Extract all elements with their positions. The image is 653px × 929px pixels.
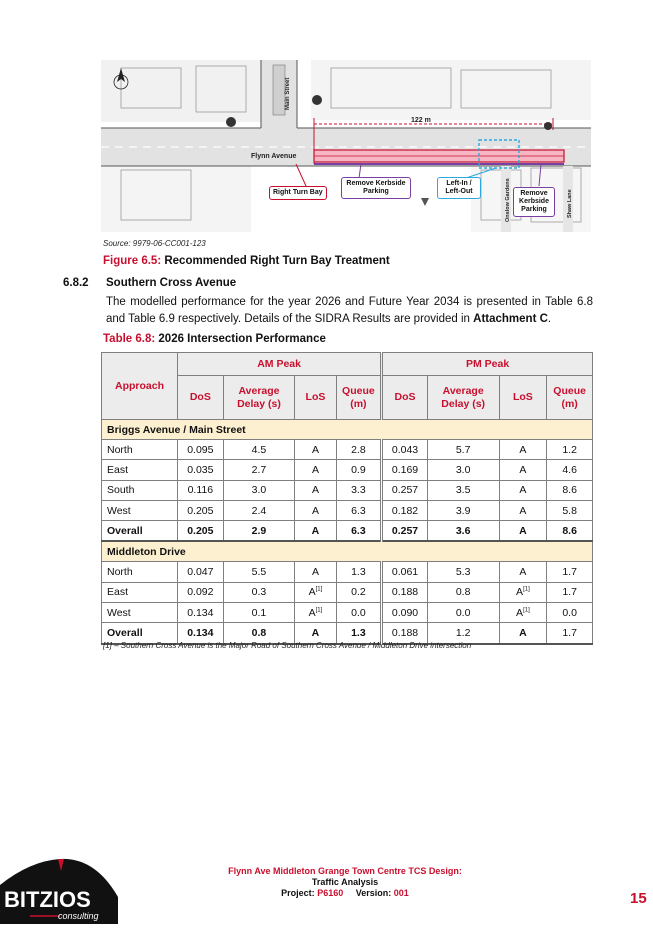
cell-am-queue: 1.3 <box>336 562 382 582</box>
figure-caption-number: Figure 6.5: <box>103 255 162 267</box>
project-value: P6160 <box>317 888 344 898</box>
cell-pm-los: A <box>499 521 547 542</box>
cell-am-delay: 5.5 <box>223 562 295 582</box>
cell-pm-los: A <box>499 460 547 480</box>
section-title: Southern Cross Avenue <box>106 277 237 289</box>
cell-approach: East <box>102 582 178 602</box>
cell-am-queue: 2.8 <box>336 440 382 460</box>
table-row <box>102 440 593 460</box>
cell-am-dos: 0.205 <box>178 521 224 542</box>
cell-pm-queue: 4.6 <box>547 460 593 480</box>
cell-approach: West <box>102 500 178 520</box>
los-footnote-ref: [1] <box>523 586 530 593</box>
cell-pm-delay: 0.8 <box>427 582 499 602</box>
group-header: Briggs Avenue / Main Street <box>102 420 593 440</box>
cell-am-delay: 2.4 <box>223 500 295 520</box>
cell-am-los <box>295 582 336 602</box>
cell-am-dos: 0.095 <box>178 440 224 460</box>
cell-am-los: A <box>295 562 336 582</box>
cell-am-los: A <box>295 623 336 644</box>
site-plan-figure <box>101 60 591 232</box>
cell-am-los: A <box>295 521 336 542</box>
cell-pm-los: A <box>499 440 547 460</box>
table-row <box>102 460 593 480</box>
header-pm-delay: Average Delay (s) <box>427 376 499 420</box>
header-am-delay: Average Delay (s) <box>223 376 295 420</box>
svg-text:consulting: consulting <box>58 911 99 921</box>
cell-am-dos: 0.134 <box>178 623 224 644</box>
cell-pm-delay: 5.3 <box>427 562 499 582</box>
los-value: A <box>516 586 524 599</box>
svg-text:BITZIOS: BITZIOS <box>4 887 91 912</box>
version-value: 001 <box>393 888 409 898</box>
cell-pm-dos: 0.182 <box>382 500 428 520</box>
cell-am-queue: 6.3 <box>336 521 382 542</box>
table-row-overall <box>102 521 593 542</box>
figure-caption <box>103 255 390 267</box>
cell-pm-delay: 3.9 <box>427 500 499 520</box>
table-row <box>102 500 593 520</box>
table-row <box>102 582 593 602</box>
cell-pm-queue: 0.0 <box>547 603 593 623</box>
cell-pm-queue: 1.7 <box>547 582 593 602</box>
cell-am-dos: 0.092 <box>178 582 224 602</box>
project-label: Project: <box>281 888 315 898</box>
cell-pm-los: A <box>499 623 547 644</box>
page-footer <box>180 866 510 899</box>
cell-am-los: A <box>295 500 336 520</box>
cell-am-queue: 1.3 <box>336 623 382 644</box>
remove-kerbside-parking-label-1: Remove Kerbside Parking <box>341 177 411 199</box>
cell-pm-queue: 1.2 <box>547 440 593 460</box>
bitzios-logo <box>0 857 118 924</box>
cell-pm-los: A <box>499 562 547 582</box>
cell-pm-los <box>499 603 547 623</box>
los-value: A <box>308 586 316 599</box>
header-pm-dos: DoS <box>382 376 428 420</box>
cell-pm-delay: 3.6 <box>427 521 499 542</box>
cell-pm-delay: 3.5 <box>427 480 499 500</box>
cell-am-dos: 0.035 <box>178 460 224 480</box>
cell-am-los: A <box>295 480 336 500</box>
cell-pm-dos: 0.188 <box>382 623 428 644</box>
header-pm-los: LoS <box>499 376 547 420</box>
cell-am-queue: 0.0 <box>336 603 382 623</box>
cell-am-delay: 2.7 <box>223 460 295 480</box>
cell-pm-queue: 1.7 <box>547 623 593 644</box>
cell-am-delay: 0.1 <box>223 603 295 623</box>
version-label: Version: <box>355 888 392 898</box>
header-pm-queue: Queue (m) <box>547 376 593 420</box>
main-street-label: Main Street <box>285 77 291 110</box>
cell-am-los <box>295 603 336 623</box>
footer-title: Flynn Ave Middleton Grange Town Centre TCS Design: <box>228 866 462 876</box>
distance-label: 122 m <box>411 117 431 124</box>
flynn-avenue-label: Flynn Avenue <box>251 153 297 160</box>
paragraph-attachment-ref: Attachment C <box>473 313 548 325</box>
header-approach: Approach <box>102 353 178 420</box>
cell-approach: Overall <box>102 521 178 542</box>
group-header: Middleton Drive <box>102 541 593 562</box>
cell-pm-dos: 0.061 <box>382 562 428 582</box>
figure-source: Source: 9979-06-CC001-123 <box>103 239 206 248</box>
onslow-gardens-label: Onslow Gardens <box>505 178 511 222</box>
left-in-left-out-label: Left-In / Left-Out <box>437 177 481 199</box>
page-number: 15 <box>630 890 647 907</box>
cell-pm-dos: 0.188 <box>382 582 428 602</box>
los-value: A <box>516 606 524 619</box>
cell-pm-los: A <box>499 500 547 520</box>
cell-am-los: A <box>295 460 336 480</box>
cell-pm-queue: 8.6 <box>547 480 593 500</box>
cell-am-los: A <box>295 440 336 460</box>
cell-approach: North <box>102 562 178 582</box>
los-value: A <box>308 606 316 619</box>
cell-pm-los <box>499 582 547 602</box>
cell-am-delay: 0.8 <box>223 623 295 644</box>
cell-approach: Overall <box>102 623 178 644</box>
figure-caption-text: Recommended Right Turn Bay Treatment <box>161 255 390 267</box>
intersection-performance-table <box>101 352 593 645</box>
right-turn-bay-label: Right Turn Bay <box>269 186 327 200</box>
table-footnote: [1] – Southern Cross Avenue is the Major Road of Southern Cross Avenue / Middleton Drive intersection <box>103 641 472 650</box>
cell-am-dos: 0.134 <box>178 603 224 623</box>
header-pm-peak: PM Peak <box>382 353 593 376</box>
table-row <box>102 603 593 623</box>
cell-pm-queue: 1.7 <box>547 562 593 582</box>
table-caption-text: 2026 Intersection Performance <box>155 333 326 345</box>
cell-pm-delay: 1.2 <box>427 623 499 644</box>
table-row <box>102 480 593 500</box>
cell-approach: East <box>102 460 178 480</box>
cell-approach: West <box>102 603 178 623</box>
cell-am-queue: 0.2 <box>336 582 382 602</box>
cell-am-delay: 0.3 <box>223 582 295 602</box>
shaw-lane-label: Shaw Lane <box>567 189 573 218</box>
cell-am-queue: 0.9 <box>336 460 382 480</box>
cell-am-delay: 3.0 <box>223 480 295 500</box>
header-am-los: LoS <box>295 376 336 420</box>
cell-am-queue: 3.3 <box>336 480 382 500</box>
cell-approach: North <box>102 440 178 460</box>
section-paragraph <box>106 294 593 328</box>
cell-pm-delay: 5.7 <box>427 440 499 460</box>
cell-pm-dos: 0.257 <box>382 521 428 542</box>
section-number: 6.8.2 <box>63 277 89 289</box>
cell-am-delay: 4.5 <box>223 440 295 460</box>
footer-subtitle: Traffic Analysis <box>311 877 379 887</box>
cell-pm-queue: 5.8 <box>547 500 593 520</box>
cell-pm-queue: 8.6 <box>547 521 593 542</box>
table-caption <box>103 333 326 345</box>
bitzios-logo-icon <box>0 857 118 924</box>
cell-approach: South <box>102 480 178 500</box>
header-am-dos: DoS <box>178 376 224 420</box>
paragraph-text: The modelled performance for the year 2026 and Future Year 2034 is presented in Table 6.8 and Table 6.9 respectively. Details of the SIDRA Results are provided in <box>106 296 593 325</box>
cell-pm-los: A <box>499 480 547 500</box>
cell-am-dos: 0.116 <box>178 480 224 500</box>
cell-am-dos: 0.205 <box>178 500 224 520</box>
table-caption-number: Table 6.8: <box>103 333 156 345</box>
footer-project-line <box>180 888 510 899</box>
paragraph-end: . <box>547 313 552 325</box>
cell-pm-dos: 0.090 <box>382 603 428 623</box>
table-row <box>102 562 593 582</box>
cell-pm-delay: 0.0 <box>427 603 499 623</box>
header-am-peak: AM Peak <box>178 353 382 376</box>
remove-kerbside-parking-label-2: Remove Kerbside Parking <box>513 187 555 217</box>
header-am-queue: Queue (m) <box>336 376 382 420</box>
cell-am-delay: 2.9 <box>223 521 295 542</box>
cell-pm-dos: 0.169 <box>382 460 428 480</box>
los-footnote-ref: [1] <box>523 607 530 614</box>
cell-pm-delay: 3.0 <box>427 460 499 480</box>
cell-pm-dos: 0.257 <box>382 480 428 500</box>
los-footnote-ref: [1] <box>315 586 323 593</box>
cell-am-queue: 6.3 <box>336 500 382 520</box>
cell-am-dos: 0.047 <box>178 562 224 582</box>
los-footnote-ref: [1] <box>315 607 323 614</box>
cell-pm-dos: 0.043 <box>382 440 428 460</box>
